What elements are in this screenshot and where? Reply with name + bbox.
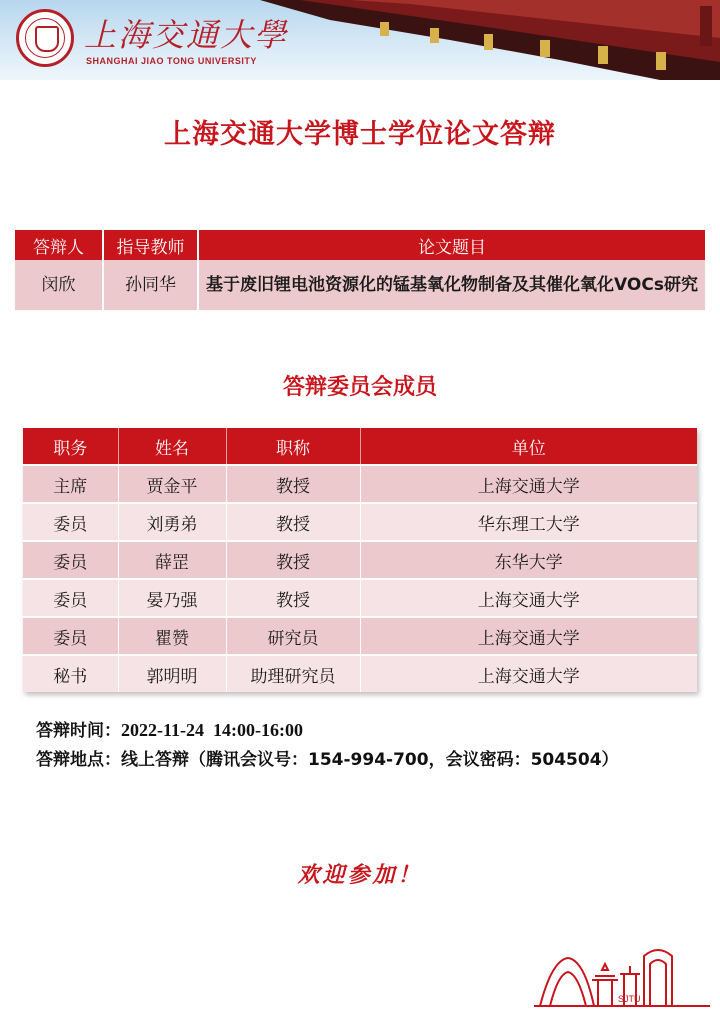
member-rank: 教授 xyxy=(226,503,360,541)
member-affiliation: 上海交通大学 xyxy=(360,579,697,617)
member-name: 郭明明 xyxy=(118,655,226,692)
defense-table-row xyxy=(15,260,705,310)
member-role: 委员 xyxy=(23,541,118,579)
header-banner xyxy=(0,0,720,80)
table-row xyxy=(23,579,697,617)
table-row xyxy=(23,655,697,692)
defense-time xyxy=(36,716,303,741)
university-logo-en: SHANGHAI JIAO TONG UNIVERSITY xyxy=(86,56,257,66)
candidate-name: 闵欣 xyxy=(15,260,103,310)
thesis-title: 基于废旧锂电池资源化的锰基氧化物制备及其催化氧化VOCs研究 xyxy=(198,260,705,310)
member-affiliation: 东华大学 xyxy=(360,541,697,579)
university-seal-icon xyxy=(16,9,74,67)
member-affiliation: 上海交通大学 xyxy=(360,617,697,655)
committee-table xyxy=(23,428,697,692)
header-advisor: 指导教师 xyxy=(103,230,198,260)
defense-time-value: 2022-11-24 14:00-16:00 xyxy=(121,720,303,740)
table-row xyxy=(23,617,697,655)
defense-table-header-row xyxy=(15,230,705,260)
member-affiliation: 上海交通大学 xyxy=(360,655,697,692)
header-candidate: 答辩人 xyxy=(15,230,103,260)
committee-title: 答辩委员会成员 xyxy=(282,375,437,400)
header-rank: 职称 xyxy=(226,428,360,465)
table-row xyxy=(23,503,697,541)
member-affiliation: 上海交通大学 xyxy=(360,465,697,503)
defense-place-label: 答辩地点： xyxy=(36,750,121,770)
defense-time-label: 答辩时间： xyxy=(36,721,121,741)
member-role: 主席 xyxy=(23,465,118,503)
defense-place-value: 线上答辩（腾讯会议号：154-994-700，会议密码：504504） xyxy=(121,750,619,770)
campus-gate-decoration-icon xyxy=(532,940,712,1010)
member-rank: 研究员 xyxy=(226,617,360,655)
member-rank: 教授 xyxy=(226,541,360,579)
member-role: 秘书 xyxy=(23,655,118,692)
header-name: 姓名 xyxy=(118,428,226,465)
member-name: 贾金平 xyxy=(118,465,226,503)
header-thesis-title: 论文题目 xyxy=(198,230,705,260)
defense-info-table xyxy=(15,230,705,310)
header-role: 职务 xyxy=(23,428,118,465)
welcome-text: 欢迎参加！ xyxy=(297,862,423,888)
svg-text:SJTU: SJTU xyxy=(618,994,641,1004)
member-name: 瞿赞 xyxy=(118,617,226,655)
member-rank: 教授 xyxy=(226,465,360,503)
table-row xyxy=(23,465,697,503)
advisor-name: 孙同华 xyxy=(103,260,198,310)
committee-header-row xyxy=(23,428,697,465)
member-name: 薛罡 xyxy=(118,541,226,579)
member-role: 委员 xyxy=(23,503,118,541)
header-affiliation: 单位 xyxy=(360,428,697,465)
table-row xyxy=(23,541,697,579)
member-name: 晏乃强 xyxy=(118,579,226,617)
member-role: 委员 xyxy=(23,579,118,617)
page-title: 上海交通大学博士学位论文答辩 xyxy=(164,119,556,150)
member-name: 刘勇弟 xyxy=(118,503,226,541)
defense-place xyxy=(36,745,619,770)
member-rank: 教授 xyxy=(226,579,360,617)
university-logo-cn: 上海交通大學 xyxy=(84,16,289,54)
member-affiliation: 华东理工大学 xyxy=(360,503,697,541)
member-rank: 助理研究员 xyxy=(226,655,360,692)
member-role: 委员 xyxy=(23,617,118,655)
